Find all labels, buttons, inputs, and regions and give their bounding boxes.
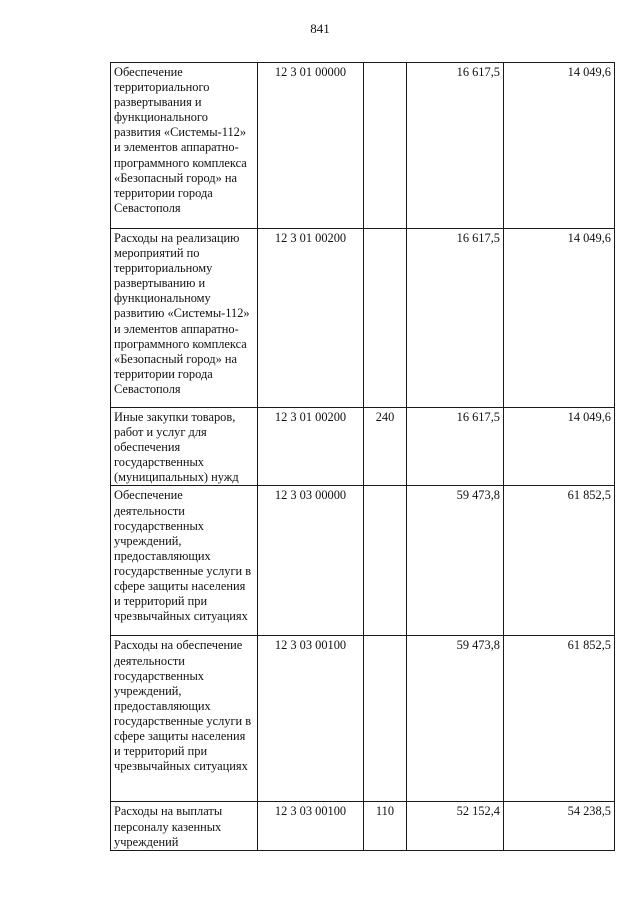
row-value-1-cell: 16 617,5 xyxy=(407,63,504,229)
table-row xyxy=(111,802,615,850)
row-name-cell: Расходы на обеспечение деятельности государственных учреждений, предоставляющих государственные услуги в сфере защиты населения и территорий при чрезвычайных ситуациях xyxy=(111,636,258,802)
row-type-cell xyxy=(364,636,407,802)
row-name-cell: Обеспечение территориального развертывания и функционального развития «Системы-112» и элементов аппаратно-программного комплекса «Безопасный город» на территории города Севастополя xyxy=(111,63,258,229)
row-value-2-cell: 54 238,5 xyxy=(504,802,615,850)
row-value-2-cell: 61 852,5 xyxy=(504,486,615,636)
row-value-1-cell: 52 152,4 xyxy=(407,802,504,850)
row-value-2-cell: 14 049,6 xyxy=(504,63,615,229)
row-code-cell: 12 3 01 00200 xyxy=(258,408,364,486)
budget-table xyxy=(110,62,615,851)
row-name-cell: Обеспечение деятельности государственных учреждений, предоставляющих государственные услуги в сфере защиты населения и территорий при чрезвычайных ситуациях xyxy=(111,486,258,636)
row-type-cell xyxy=(364,229,407,408)
page-number: 841 xyxy=(310,21,330,36)
table-row xyxy=(111,636,615,802)
row-type-cell xyxy=(364,63,407,229)
row-type-cell: 240 xyxy=(364,408,407,486)
row-value-1-cell: 16 617,5 xyxy=(407,408,504,486)
table-row xyxy=(111,229,615,408)
table-row xyxy=(111,408,615,486)
table-row xyxy=(111,486,615,636)
row-type-cell xyxy=(364,486,407,636)
row-code-cell: 12 3 01 00000 xyxy=(258,63,364,229)
row-type-cell: 110 xyxy=(364,802,407,850)
row-value-1-cell: 59 473,8 xyxy=(407,486,504,636)
row-value-1-cell: 16 617,5 xyxy=(407,229,504,408)
row-code-cell: 12 3 03 00100 xyxy=(258,802,364,850)
row-code-cell: 12 3 03 00000 xyxy=(258,486,364,636)
row-code-cell: 12 3 03 00100 xyxy=(258,636,364,802)
row-code-cell: 12 3 01 00200 xyxy=(258,229,364,408)
row-value-2-cell: 14 049,6 xyxy=(504,229,615,408)
row-value-2-cell: 61 852,5 xyxy=(504,636,615,802)
row-value-1-cell: 59 473,8 xyxy=(407,636,504,802)
table-row xyxy=(111,63,615,229)
row-name-cell: Расходы на реализацию мероприятий по территориальному развертыванию и функциональному развитию «Системы-112» и элементов аппаратно-программного комплекса «Безопасный город» на территории города Севастополя xyxy=(111,229,258,408)
row-name-cell: Расходы на выплаты персоналу казенных учреждений xyxy=(111,802,258,850)
row-name-cell: Иные закупки товаров, работ и услуг для обеспечения государственных (муниципальных) нужд xyxy=(111,408,258,486)
row-value-2-cell: 14 049,6 xyxy=(504,408,615,486)
